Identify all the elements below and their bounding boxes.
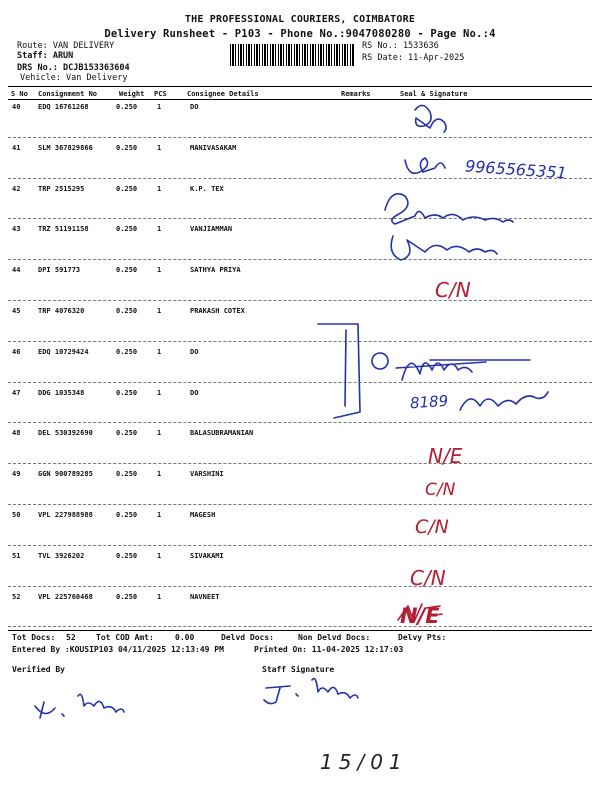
cell-pcs: 1 [157,143,162,152]
tot-docs-value: 52 [66,633,76,642]
cell-name: VARSHINI [190,470,224,479]
cell-pcs: 1 [157,551,162,560]
cell-pcs: 1 [157,266,162,275]
handwritten-phone-41: 9965565351 [464,156,568,183]
printed-on: Printed On: 11-04-2025 12:17:03 [254,645,404,654]
cell-sno: 48 [12,429,21,438]
cell-name: K.P. TEX [190,184,224,193]
bracket-mark [318,324,360,418]
cell-cn: EDQ 10729424 [38,347,89,356]
cell-wt: 0.250 [116,429,138,438]
cell-sno: 44 [12,266,21,275]
entered-by: Entered By :KOUSIP103 04/11/2025 12:13:49 PM [12,645,224,654]
cell-cn: VPL 227988988 [38,511,93,519]
cell-cn: DPI 591773 [38,266,81,275]
cell-cn: VPL 225760468 [38,592,93,601]
cell-pcs: 1 [157,103,162,111]
cell-wt: 0.250 [116,347,138,356]
cell-cn: EDQ 16761268 [38,103,89,111]
cell-cn: TVL 3926202 [38,551,85,560]
cell-cn: TRP 4076320 [38,307,85,315]
cell-wt: 0.250 [116,143,138,152]
cell-name: SIVAKAMI [190,551,224,560]
cell-name: DO [190,347,199,356]
cell-pcs: 1 [157,592,162,601]
cell-name: NAVNEET [190,592,220,601]
staff-label: Staff: ARUN [17,51,74,61]
cell-name: BALASUBRAMANIAN [190,429,254,438]
cell-sno: 47 [12,388,21,397]
cell-cn: DDG 1035348 [38,388,85,397]
circle-mark [372,353,388,369]
non-delvd-docs-label: Non Delvd Docs: [298,633,371,642]
cell-cn: DEL 530392690 [38,429,93,438]
staff-signature-label: Staff Signature [262,665,335,674]
drs-number: DRS No.: DCJB153363604 [17,63,130,73]
cell-sno: 49 [12,470,21,479]
cell-pcs: 1 [157,184,162,193]
company-title: THE PROFESSIONAL COURIERS, COIMBATORE [184,14,416,25]
verified-by-label: Verified By [12,665,65,674]
cell-name: MANIVASAKAM [190,143,237,152]
cell-name: SATHYA PRIYA [190,266,241,275]
rs-date: RS Date: 11-Apr-2025 [362,53,465,63]
cell-sno: 40 [12,103,21,111]
cell-sno: 42 [12,184,21,193]
cell-wt: 0.250 [116,592,138,601]
col-consignment: Consignment No [38,90,98,98]
handwritten-cn-44: C/N [435,278,471,302]
cell-sno: 46 [12,347,21,356]
cell-pcs: 1 [157,388,162,397]
cell-cn: TRP 2515295 [38,184,85,193]
cell-name: VANJIAMMAN [190,225,233,234]
cell-wt: 0.250 [116,225,138,234]
cell-sno: 41 [12,143,21,152]
tot-cod-value: 0.00 [175,633,195,642]
cell-cn: TRZ 51191158 [38,225,89,234]
signature-row-40 [415,105,446,132]
vehicle-label: Vehicle: Van Delivery [20,73,128,83]
cell-wt: 0.250 [116,388,138,397]
cell-wt: 0.250 [116,551,138,560]
cell-name: DO [190,388,199,397]
cell-name: DO [190,103,199,111]
col-sno: S No [11,90,28,98]
col-consignee: Consignee Details [187,90,259,98]
col-seal-signature: Seal & Signature [400,90,468,98]
signature-row-41 [405,158,445,173]
col-weight: Weight [119,90,145,98]
handwritten-cn-49: C/N [425,480,456,500]
cell-pcs: 1 [157,511,162,519]
tot-docs-label: Tot Docs: [12,633,56,642]
handwritten-cn-50: C/N [415,516,449,538]
handwritten-ne-52: N/E [400,604,440,628]
signature-row-47 [460,392,548,410]
cell-name: PRAKASH COTEX [190,307,245,315]
cell-sno: 50 [12,511,21,519]
signature-row-42 [385,194,513,224]
rs-number: RS No.: 1533636 [362,41,439,51]
cell-sno: 45 [12,307,21,315]
cell-sno: 43 [12,225,21,234]
cell-wt: 0.250 [116,470,138,479]
verified-by-signature [35,694,124,718]
cell-wt: 0.250 [116,307,138,315]
cell-pcs: 1 [157,307,162,315]
cell-pcs: 1 [157,429,162,438]
cell-wt: 0.250 [116,266,138,275]
cell-sno: 52 [12,592,21,601]
cell-cn: SLM 367829866 [38,143,93,152]
summary-top-rule [8,630,592,631]
cell-pcs: 1 [157,225,162,234]
handwritten-page-mark: 15/01 [320,750,408,774]
delvd-docs-label: Delvd Docs: [221,633,274,642]
cell-pcs: 1 [157,347,162,356]
signature-row-43 [391,236,497,260]
tot-cod-label: Tot COD Amt: [96,633,154,642]
delvy-pts-label: Delvy Pts: [398,633,447,642]
cell-cn: GGN 900789285 [38,470,93,479]
cell-pcs: 1 [157,470,162,479]
handwritten-phone-47: 8189 [409,391,449,413]
cell-wt: 0.250 [116,103,138,111]
col-remarks: Remarks [341,90,371,98]
cell-wt: 0.250 [116,184,138,193]
handwritten-cn-51: C/N [410,566,446,590]
cell-wt: 0.250 [116,511,138,519]
route-label: Route: VAN DELIVERY [17,41,115,51]
signature-row-46 [396,360,530,380]
handwritten-ne-48: N/E [428,444,463,468]
runsheet-subtitle: Delivery Runsheet - P103 - Phone No.:9047080280 - Page No.:4 [104,28,496,40]
cell-name: MAGESH [190,511,216,519]
cell-sno: 51 [12,551,21,560]
staff-signature-mark [264,679,358,704]
col-pcs: PCS [154,90,167,98]
